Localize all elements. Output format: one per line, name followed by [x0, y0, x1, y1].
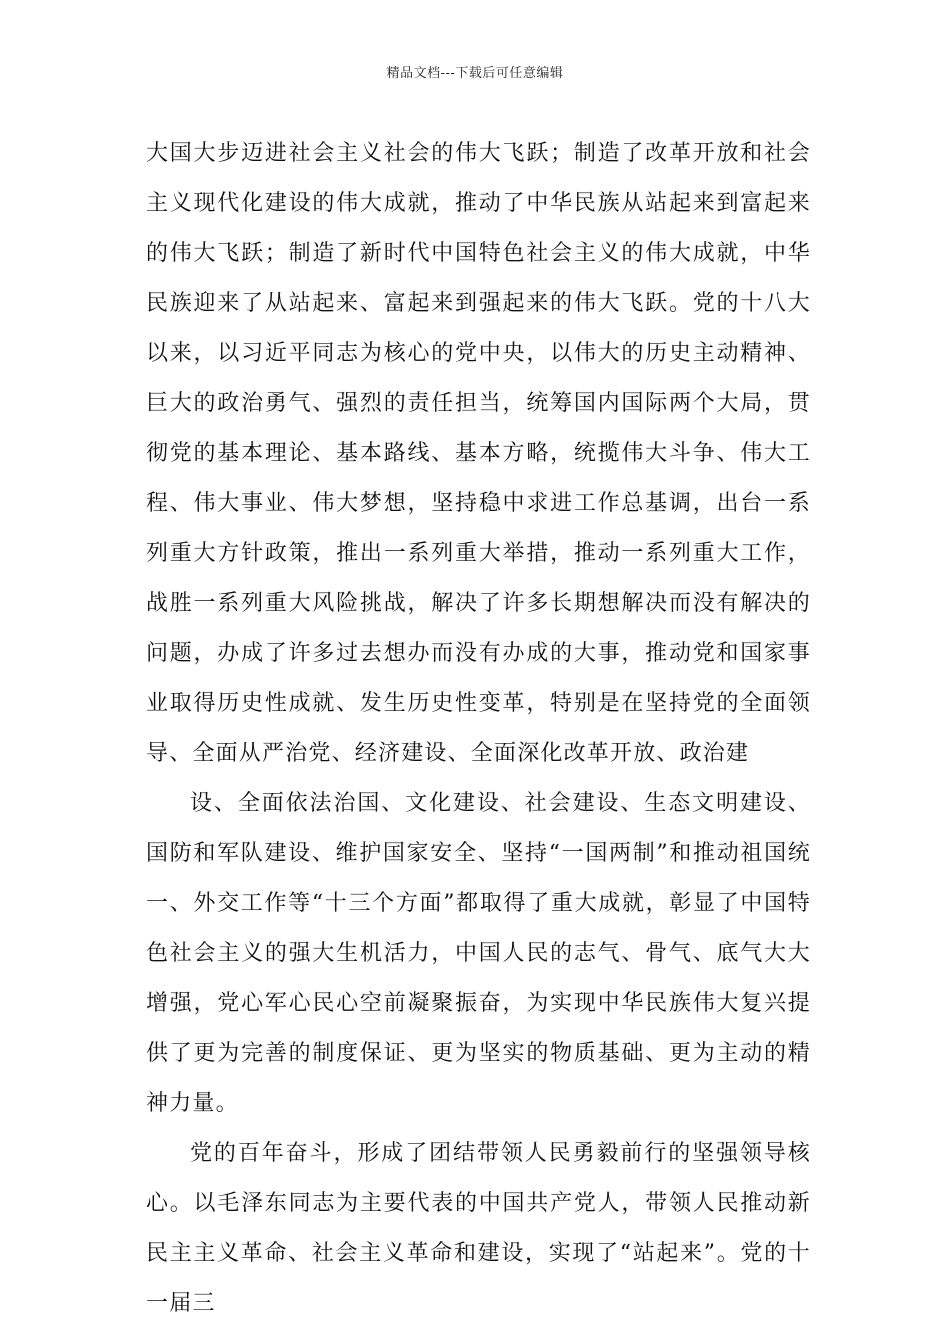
- paragraph-2: 设、全面依法治国、文化建设、社会建设、生态文明建设、国防和军队建设、维护国家安全、坚持“一国两制”和推动祖国统一、外交工作等“十三个方面”都取得了重大成就，彰显了中国特色社会主义的强大生机活力，中国人民的志气、骨气、底气大大增强，党心军心民心空前凝聚振奋，为实现中华民族伟大复兴提供了更为完善的制度保证、更为坚实的物质基础、更为主动的精神力量。: [146, 791, 811, 1116]
- paragraph-3: 党的百年奋斗，形成了团结带领人民勇毅前行的坚强领导核心。以毛泽东同志为主要代表的中国共产党人，带领人民推动新民主主义革命、社会主义革命和建设，实现了“站起来”。党的十一届三: [146, 1141, 811, 1316]
- page-header: 精品文档---下载后可任意编辑: [386, 66, 564, 81]
- paragraph-1: 大国大步迈进社会主义社会的伟大飞跃；制造了改革开放和社会主义现代化建设的伟大成就，推动了中华民族从站起来到富起来的伟大飞跃；制造了新时代中国特色社会主义的伟大成就，中华民族迎来了从站起来、富起来到强起来的伟大飞跃。党的十八大以来，以习近平同志为核心的党中央，以伟大的历史主动精神、巨大的政治勇气、强烈的责任担当，统筹国内国际两个大局，贯彻党的基本理论、基本路线、基本方略，统揽伟大斗争、伟大工程、伟大事业、伟大梦想，坚持稳中求进工作总基调，出台一系列重大方针政策，推出一系列重大举措，推动一系列重大工作，战胜一系列重大风险挑战，解决了许多长期想解决而没有解决的问题，办成了许多过去想办而没有办成的大事，推动党和国家事业取得历史性成就、发生历史性变革，特别是在坚持党的全面领导、全面从严治党、经济建设、全面深化改革开放、政治建: [146, 141, 811, 766]
- document-body: [146, 129, 811, 1329]
